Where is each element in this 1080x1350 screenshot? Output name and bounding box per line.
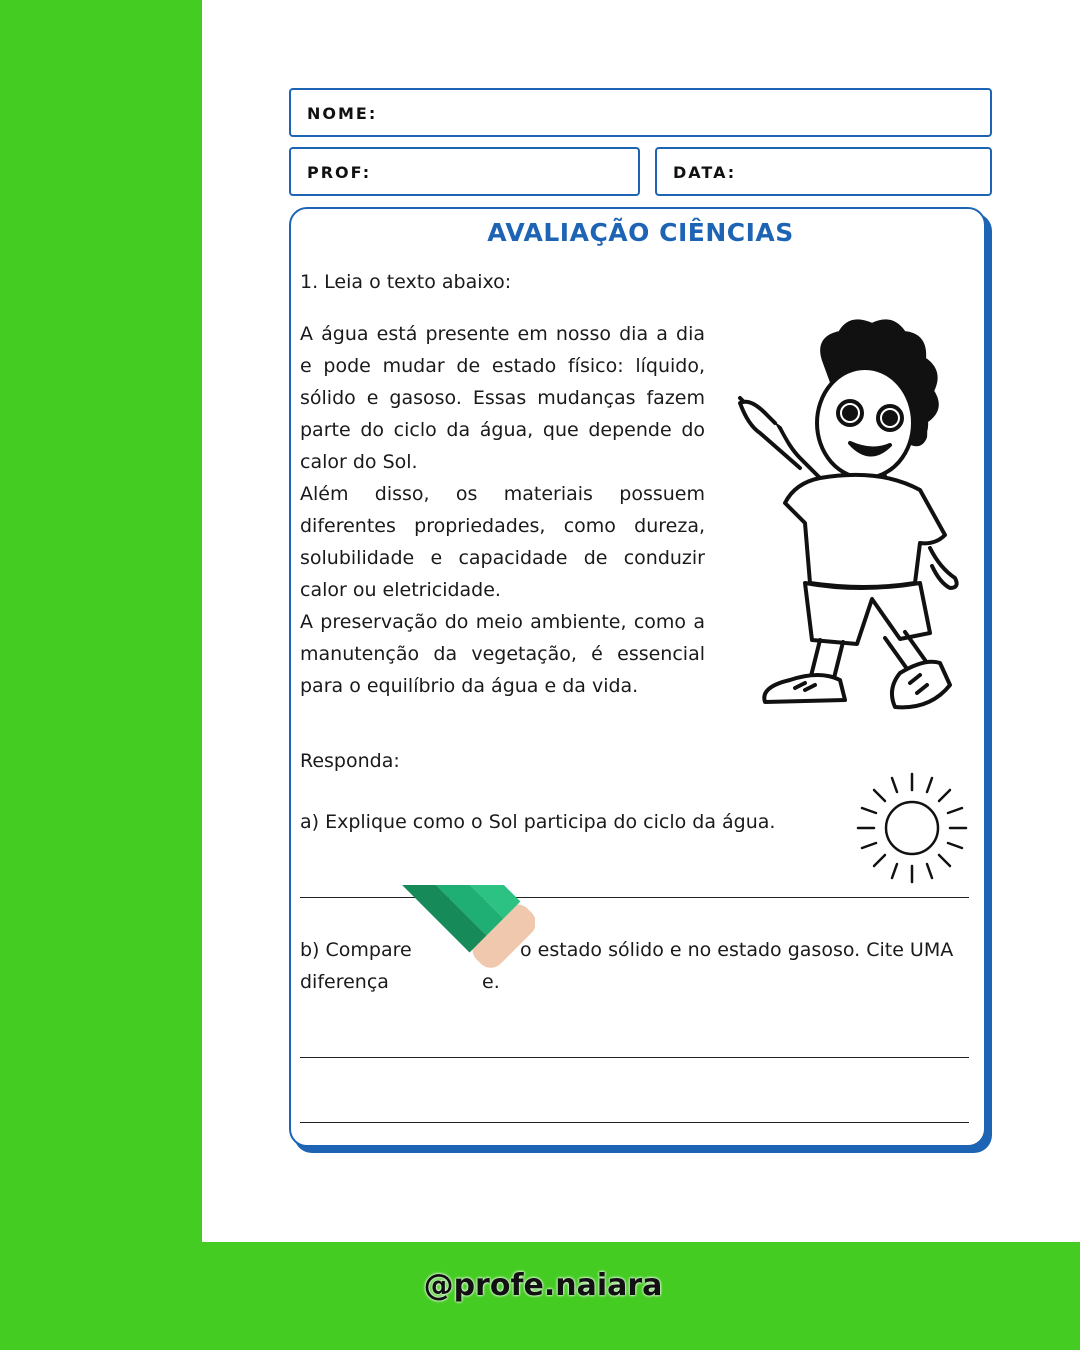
name-field[interactable] [289, 88, 992, 137]
sun-icon [852, 768, 972, 888]
date-label: DATA: [673, 163, 737, 182]
respond-label: Responda: [300, 750, 400, 772]
teacher-label: PROF: [307, 163, 372, 182]
assessment-title: AVALIAÇÃO CIÊNCIAS [487, 218, 794, 247]
passage-paragraph-1: A água está presente em nosso dia a dia e pode mudar de estado físico: líquido, sólido e gasoso. Essas mudanças fazem parte do ciclo da água, que depende do calor do Sol. [300, 323, 705, 473]
teacher-field[interactable] [289, 147, 640, 196]
pencil-icon [195, 885, 535, 1250]
reading-passage [300, 318, 705, 702]
date-field[interactable] [655, 147, 992, 196]
boy-pointing-illustration [725, 318, 975, 718]
passage-paragraph-2: Além disso, os materiais possuem diferentes propriedades, como dureza, solubilidade e capacidade de conduzir calor ou eletricidade. [300, 483, 705, 601]
instruction-text: 1. Leia o texto abaixo: [300, 271, 512, 293]
question-b-part3: diferença [300, 971, 389, 993]
question-b-part2: o estado sólido e no estado gasoso. Cite UMA [520, 939, 954, 961]
passage-paragraph-3: A preservação do meio ambiente, como a manutenção da vegetação, é essencial para o equilíbrio da água e da vida. [300, 611, 705, 697]
question-a: a) Explique como o Sol participa do ciclo da água. [300, 811, 776, 833]
name-label: NOME: [307, 104, 378, 123]
question-b-part4: e. [482, 971, 500, 993]
question-b-part1: b) Compare [300, 939, 412, 961]
author-handle: @profe.naiara [423, 1268, 663, 1303]
